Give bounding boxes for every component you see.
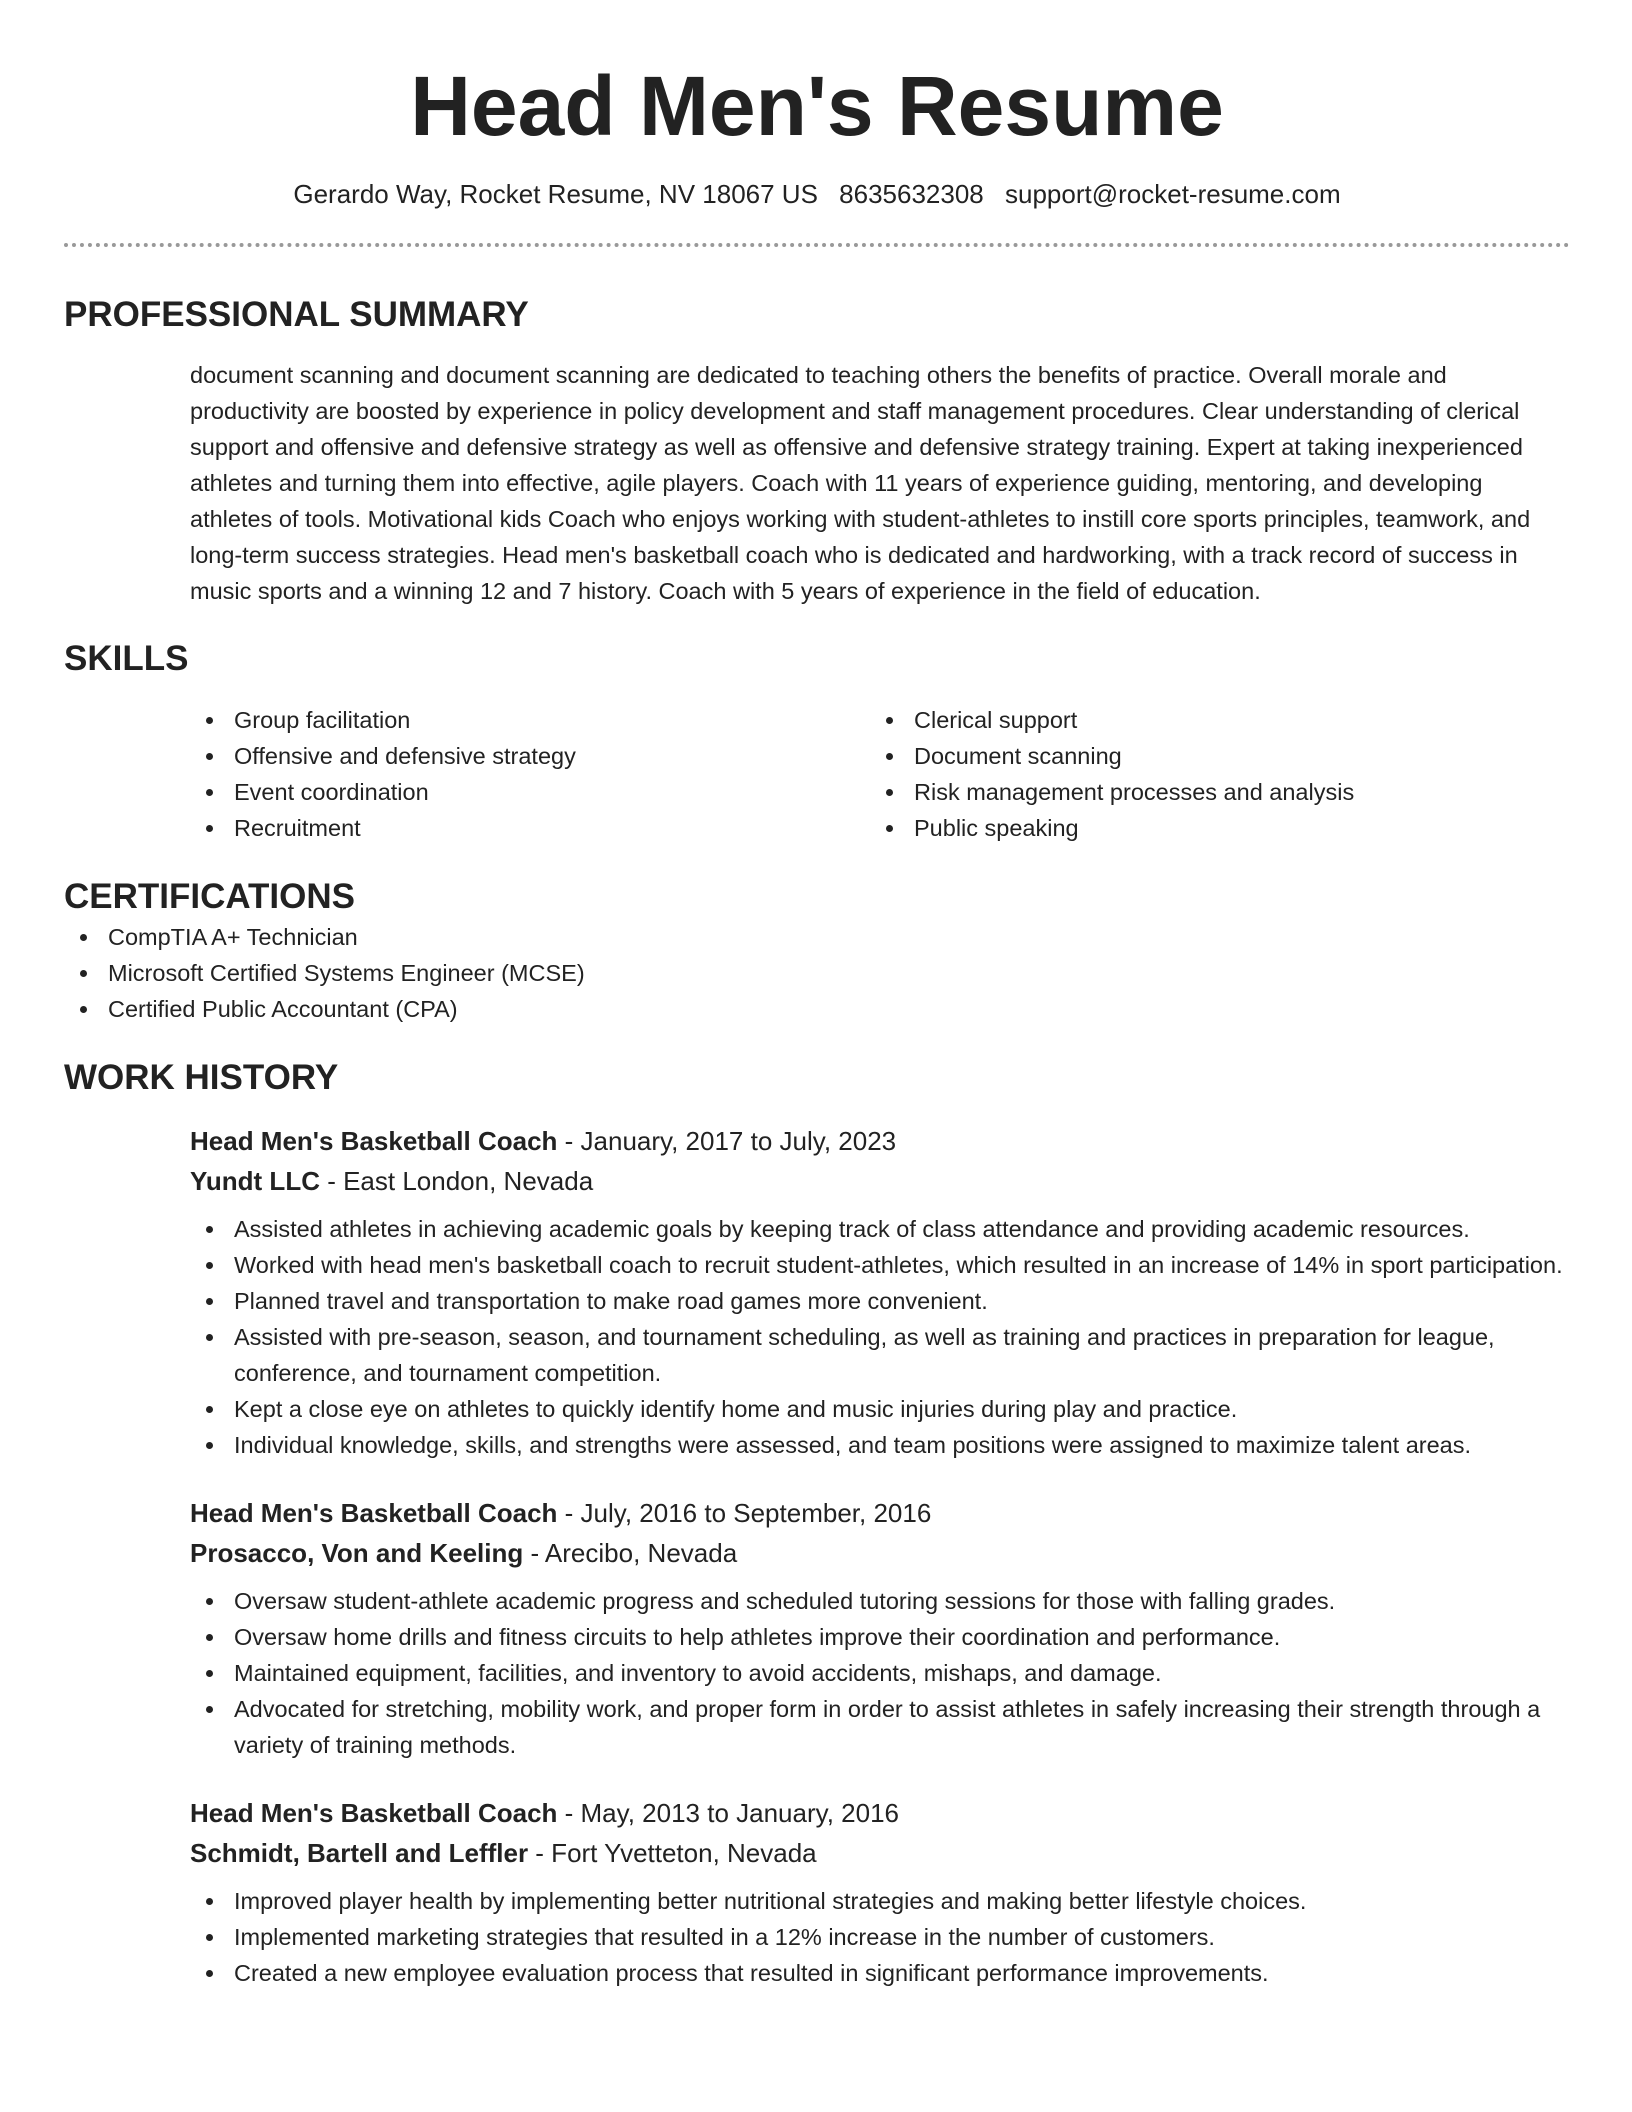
resume-title: Head Men's Resume <box>410 59 1224 153</box>
job-bullet: Assisted athletes in achieving academic goals by keeping track of class attendance and providing academic resources. <box>190 1211 1570 1247</box>
skill-item: Group facilitation <box>190 702 870 738</box>
job-location: - East London, Nevada <box>319 1166 594 1196</box>
certifications-heading: CERTIFICATIONS <box>64 877 356 916</box>
job-location: - Arecibo, Nevada <box>523 1538 738 1568</box>
certification-item: Microsoft Certified Systems Engineer (MCSE) <box>64 955 1570 991</box>
job-bullet: Advocated for stretching, mobility work, and proper form in order to assist athletes in safely increasing their strength through a variety of training methods. <box>190 1691 1570 1763</box>
resume-page <box>64 0 1570 1991</box>
skills-column-right <box>870 702 1550 846</box>
job-entry <box>190 1121 1570 1463</box>
job-title-line <box>190 1121 1570 1161</box>
skills-grid <box>190 702 1570 846</box>
work-history-heading: WORK HISTORY <box>64 1058 339 1097</box>
job-bullet: Improved player health by implementing better nutritional strategies and making better lifestyle choices. <box>190 1883 1570 1919</box>
skill-item: Event coordination <box>190 774 870 810</box>
job-bullets <box>190 1883 1570 1991</box>
certification-item: CompTIA A+ Technician <box>64 919 1570 955</box>
skills-list-right <box>870 702 1550 846</box>
job-bullets <box>190 1211 1570 1463</box>
job-company-line <box>190 1161 1570 1201</box>
skill-item: Offensive and defensive strategy <box>190 738 870 774</box>
contact-address: Gerardo Way, Rocket Resume, NV 18067 US <box>293 179 818 209</box>
job-role: Head Men's Basketball Coach <box>190 1126 558 1156</box>
summary-text: document scanning and document scanning are dedicated to teaching others the benefits of practice. Overall morale and productivity are boosted by experience in policy development and staff management procedures. Clear understanding of clerical support and offensive and defensive strategy as well as offensive and defensive strategy training. Expert at taking inexperienced athletes and turning them into effective, agile players. Coach with 11 years of experience guiding, mentoring, and developing athletes of tools. Motivational kids Coach who enjoys working with student-athletes to instill core sports principles, teamwork, and long-term success strategies. Head men's basketball coach who is dedicated and hardworking, with a track record of success in music sports and a winning 12 and 7 history. Coach with 5 years of experience in the field of education. <box>190 362 1531 604</box>
job-company-line <box>190 1533 1570 1573</box>
certification-item: Certified Public Accountant (CPA) <box>64 991 1570 1027</box>
job-company: Schmidt, Bartell and Leffler <box>190 1838 529 1868</box>
job-role: Head Men's Basketball Coach <box>190 1798 558 1828</box>
job-bullet: Assisted with pre-season, season, and tournament scheduling, as well as training and practices in preparation for league, conference, and tournament competition. <box>190 1319 1570 1391</box>
job-company-line <box>190 1833 1570 1873</box>
skills-column-left <box>190 702 870 846</box>
job-bullet: Kept a close eye on athletes to quickly identify home and music injuries during play and practice. <box>190 1391 1570 1427</box>
skill-item: Document scanning <box>870 738 1550 774</box>
job-company: Yundt LLC <box>190 1166 320 1196</box>
summary-heading: PROFESSIONAL SUMMARY <box>64 295 529 334</box>
job-bullet: Oversaw student-athlete academic progress and scheduled tutoring sessions for those with falling grades. <box>190 1583 1570 1619</box>
skills-list-left <box>190 702 870 846</box>
job-bullet: Created a new employee evaluation process that resulted in significant performance improvements. <box>190 1955 1570 1991</box>
skill-item: Recruitment <box>190 810 870 846</box>
job-role: Head Men's Basketball Coach <box>190 1498 558 1528</box>
skills-heading: SKILLS <box>64 639 189 678</box>
job-entry <box>190 1793 1570 1991</box>
header-divider <box>64 243 1570 247</box>
contact-line <box>64 176 1570 212</box>
contact-phone: 8635632308 <box>839 179 984 209</box>
job-company: Prosacco, Von and Keeling <box>190 1538 524 1568</box>
job-bullets <box>190 1583 1570 1763</box>
skill-item: Public speaking <box>870 810 1550 846</box>
job-dates: - May, 2013 to January, 2016 <box>557 1798 899 1828</box>
skill-item: Risk management processes and analysis <box>870 774 1550 810</box>
job-bullet: Planned travel and transportation to make road games more convenient. <box>190 1283 1570 1319</box>
job-title-line <box>190 1493 1570 1533</box>
certifications-list <box>64 919 1570 1027</box>
job-bullet: Implemented marketing strategies that resulted in a 12% increase in the number of customers. <box>190 1919 1570 1955</box>
contact-email: support@rocket-resume.com <box>1005 179 1341 209</box>
job-dates: - July, 2016 to September, 2016 <box>557 1498 932 1528</box>
job-bullet: Maintained equipment, facilities, and inventory to avoid accidents, mishaps, and damage. <box>190 1655 1570 1691</box>
job-dates: - January, 2017 to July, 2023 <box>557 1126 897 1156</box>
job-bullet: Oversaw home drills and fitness circuits to help athletes improve their coordination and performance. <box>190 1619 1570 1655</box>
job-title-line <box>190 1793 1570 1833</box>
job-bullet: Worked with head men's basketball coach to recruit student-athletes, which resulted in an increase of 14% in sport participation. <box>190 1247 1570 1283</box>
job-bullet: Individual knowledge, skills, and strengths were assessed, and team positions were assigned to maximize talent areas. <box>190 1427 1570 1463</box>
skill-item: Clerical support <box>870 702 1550 738</box>
job-entry <box>190 1493 1570 1763</box>
job-location: - Fort Yvetteton, Nevada <box>528 1838 817 1868</box>
